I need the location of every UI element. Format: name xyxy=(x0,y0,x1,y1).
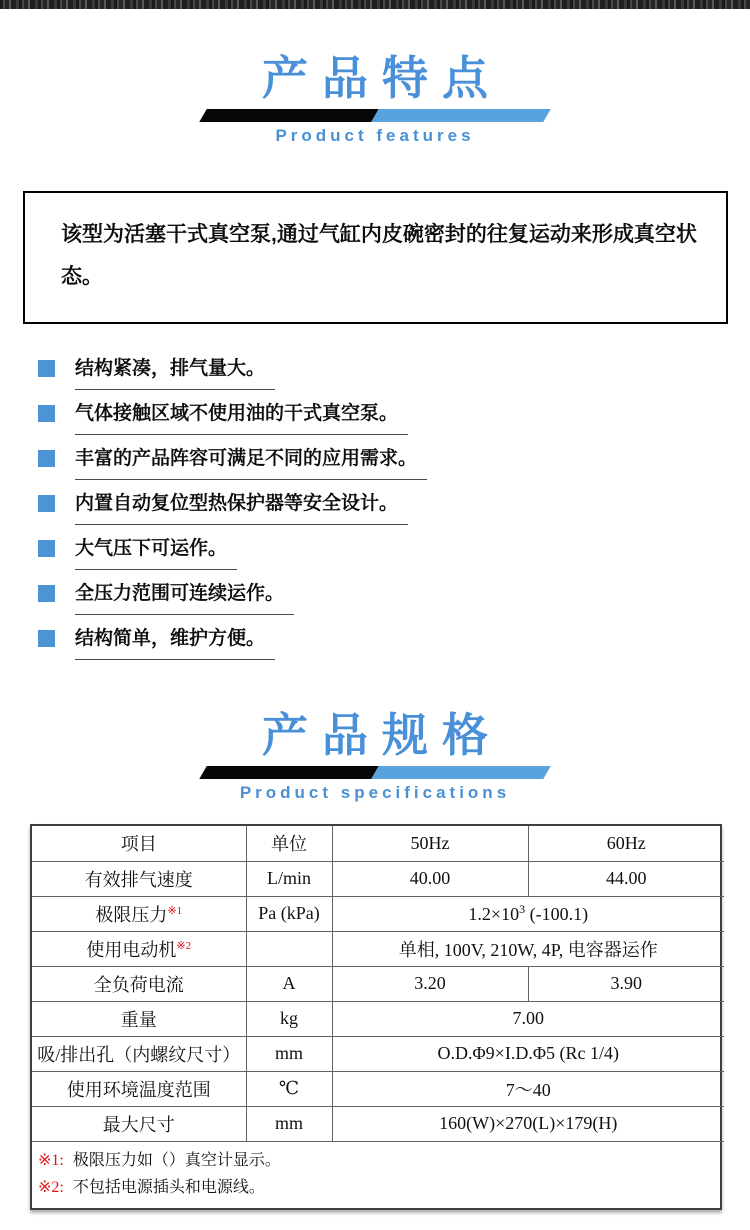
footnote-marker-1: ※1: xyxy=(38,1151,64,1169)
footnote-text-2: 不包括电源插头和电源线。 xyxy=(72,1178,265,1196)
table-footnotes xyxy=(32,1142,720,1208)
cell-item: 全负荷电流 xyxy=(32,966,246,1001)
feature-text: 气体接触区域不使用油的干式真空泵。 xyxy=(75,401,408,435)
footnote-marker-2: ※2: xyxy=(38,1178,64,1196)
feature-item xyxy=(38,581,720,615)
feature-text: 丰富的产品阵容可满足不同的应用需求。 xyxy=(75,446,427,480)
product-description-text: 该型为活塞干式真空泵,通过气缸内皮碗密封的往复运动来形成真空状态。 xyxy=(61,223,697,288)
feature-item xyxy=(38,446,720,480)
cell-50hz: 3.20 xyxy=(332,966,528,1001)
top-texture-band xyxy=(0,0,750,9)
cell-unit: kg xyxy=(246,1001,332,1036)
specs-section-header xyxy=(0,709,750,803)
bullet-square-icon xyxy=(38,585,55,602)
bullet-square-icon xyxy=(38,540,55,557)
cell-span-value: 7.00 xyxy=(332,1001,724,1036)
ribbon-black-segment xyxy=(199,109,379,122)
cell-unit: A xyxy=(246,966,332,1001)
table-header-row xyxy=(32,826,724,861)
bullet-square-icon xyxy=(38,630,55,647)
spec-table xyxy=(32,826,724,1142)
feature-item xyxy=(38,626,720,660)
bullet-square-icon xyxy=(38,360,55,377)
cell-item xyxy=(32,896,246,931)
footnote-ref-2: ※2 xyxy=(176,939,192,952)
table-row xyxy=(32,1001,724,1036)
cell-unit: mm xyxy=(246,1106,332,1141)
feature-text: 结构简单，维护方便。 xyxy=(75,626,275,660)
cell-60hz: 3.90 xyxy=(528,966,724,1001)
specs-title: 产品规格 xyxy=(262,709,502,761)
cell-unit: mm xyxy=(246,1036,332,1071)
cell-item-text: 极限压力 xyxy=(95,904,168,925)
ribbon-black-segment xyxy=(199,766,379,779)
cell-item: 使用环境温度范围 xyxy=(32,1071,246,1106)
cell-unit: ℃ xyxy=(246,1071,332,1106)
cell-span-value xyxy=(332,896,724,931)
ribbon-blue-segment xyxy=(371,109,551,122)
header-50hz: 50Hz xyxy=(332,826,528,861)
feature-text: 全压力范围可连续运作。 xyxy=(75,581,294,615)
bullet-square-icon xyxy=(38,495,55,512)
value-tail: (-100.1) xyxy=(525,904,589,924)
feature-item xyxy=(38,491,720,525)
footnote-line-1 xyxy=(38,1147,714,1174)
footnote-line-2 xyxy=(38,1174,714,1201)
feature-text: 内置自动复位型热保护器等安全设计。 xyxy=(75,491,408,525)
header-item: 项目 xyxy=(32,826,246,861)
cell-span-value: 7～40 xyxy=(332,1071,724,1106)
spec-table-container xyxy=(30,824,722,1210)
cell-span-value: 160(W)×270(L)×179(H) xyxy=(332,1106,724,1141)
cell-item: 有效排气速度 xyxy=(32,861,246,896)
feature-item xyxy=(38,401,720,435)
footnote-text-1: 极限压力如（）真空计显示。 xyxy=(72,1151,281,1169)
feature-item xyxy=(38,356,720,390)
value-exponent: 3 xyxy=(519,902,526,916)
value-base: 1.2×10 xyxy=(468,904,520,924)
header-60hz: 60Hz xyxy=(528,826,724,861)
table-row xyxy=(32,966,724,1001)
cell-span-value: O.D.Φ9×I.D.Φ5 (Rc 1/4) xyxy=(332,1036,724,1071)
bullet-square-icon xyxy=(38,450,55,467)
table-row xyxy=(32,896,724,931)
table-row xyxy=(32,931,724,966)
cell-item: 吸/排出孔（内螺纹尺寸） xyxy=(32,1036,246,1071)
cell-item: 最大尺寸 xyxy=(32,1106,246,1141)
table-row xyxy=(32,1071,724,1106)
features-title: 产品特点 xyxy=(262,52,502,104)
product-description-box xyxy=(23,191,728,324)
header-unit: 单位 xyxy=(246,826,332,861)
cell-unit xyxy=(246,931,332,966)
table-row xyxy=(32,1036,724,1071)
ribbon-blue-segment xyxy=(371,766,551,779)
table-row xyxy=(32,861,724,896)
feature-text: 大气压下可运作。 xyxy=(75,536,237,570)
cell-item xyxy=(32,931,246,966)
bullet-square-icon xyxy=(38,405,55,422)
table-row xyxy=(32,1106,724,1141)
cell-span-value: 单相, 100V, 210W, 4P, 电容器运作 xyxy=(332,931,724,966)
feature-item xyxy=(38,536,720,570)
cell-item: 重量 xyxy=(32,1001,246,1036)
features-section-header xyxy=(0,52,750,146)
cell-60hz: 44.00 xyxy=(528,861,724,896)
cell-unit: Pa (kPa) xyxy=(246,896,332,931)
cell-item-text: 使用电动机 xyxy=(86,939,177,960)
features-subtitle: Product features xyxy=(275,126,475,145)
footnote-ref-1: ※1 xyxy=(167,904,183,917)
features-ribbon xyxy=(199,109,551,122)
specs-subtitle: Product specifications xyxy=(239,783,511,802)
cell-50hz: 40.00 xyxy=(332,861,528,896)
features-list xyxy=(38,356,720,660)
specs-ribbon xyxy=(199,766,551,779)
feature-text: 结构紧凑，排气量大。 xyxy=(75,356,275,390)
cell-unit: L/min xyxy=(246,861,332,896)
